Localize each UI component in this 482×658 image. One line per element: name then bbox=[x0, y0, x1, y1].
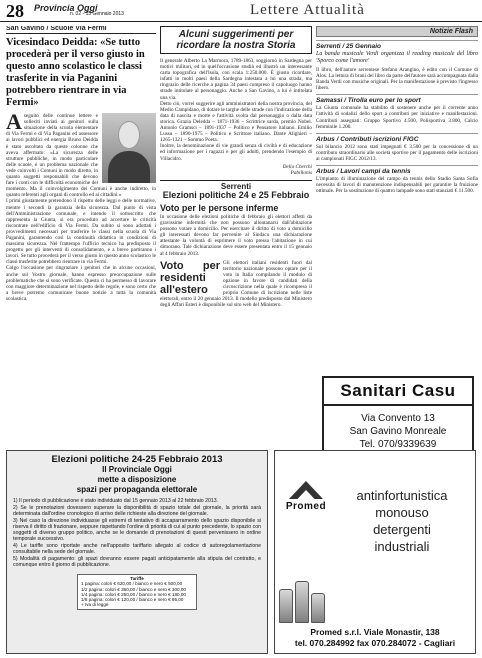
voto-estero-title: Voto per residenti all'estero bbox=[160, 259, 220, 296]
box-town: Serrenti bbox=[220, 181, 252, 191]
promed-address: Promed s.r.l. Viale Monastir, 138 bbox=[310, 627, 440, 637]
flash-heading: Arbus / Lavori campi da tennis bbox=[316, 165, 478, 175]
product-line: industriali bbox=[374, 539, 430, 554]
flash-body: Sul bilancio 2012 sono stati impegnati € 3.500 per la concessione di un contributo straordinario alle società sportive per il pagamento delle iscrizioni ai campionati FIGC 2012/13. bbox=[316, 143, 478, 162]
product-line: detergenti bbox=[373, 522, 431, 537]
voto-inferme-title: Voto per le persone inferme bbox=[160, 202, 279, 213]
flash-body: La Giunta comunale ha stabilito di sostenere anche per il corrente anno l'attività di sodalizi dello sport a contributi per iniziative e manifestazioni. Contributi assegnati: Gruppo Sportivo 4.500, Polisportiva 3.800, Calcio femminile 1.200. bbox=[316, 105, 478, 130]
bottle-icon bbox=[311, 593, 325, 623]
tariffe-row: 1/4 pagina: colori € 250,00 / bianco e nero € 180,00 bbox=[81, 591, 186, 597]
bottle-icon bbox=[279, 589, 293, 623]
signature-name: Delio Cherchi bbox=[282, 163, 312, 170]
election-subtitle: spazi per propaganda elettorale bbox=[76, 485, 198, 494]
article-text: seguito delle continue lettere e solleciti inviati ai genitori sulla situazione della scuola elementare di Via Fermi e di Via Paganini ed assessore ai lavori pubblici ed energia Bruno Deidda è stato ascoltato da queste colonne che aveva affermato: «La sicurezza delle strutture pubbliche, in modo particolare delle scuole, è un problema nazionale che vede coinvolti i Comuni in modo diretto, in quanto soggetti responsabili che devono fare i conti con le difficoltà economiche del momento. Ma il coinvolgimento dei Comuni è anche indiretto, in quanto referenti agli organi di controllo ed ai cittadini.» bbox=[6, 113, 156, 199]
voto-estero bbox=[160, 260, 312, 309]
flash-body: Il libro, dell'autore serrentese Stefano Arangino, è edito con il Comune di Alos. La lettura di brani del libro da parte dell'autore sarà accompagnata dalla Banda Verdi con musiche originali. Per la manifestazione è previsto l'ingresso libero. bbox=[316, 67, 478, 92]
promed-logo bbox=[281, 481, 331, 521]
rule-item: 2) Se le prenotazioni dovessero superare la disponibilità di spazio totale del giornale, la priorità sarà determinata dall'ordine cronologico di arrivo delle richieste alla direzione del giornale. bbox=[13, 505, 261, 517]
tariffe-row: 1/8 pagina: colori € 120,00 / bianco e nero € 95,00 bbox=[81, 597, 184, 603]
dropcap: A bbox=[6, 109, 22, 135]
bottles-image bbox=[275, 577, 335, 623]
tariffe-table bbox=[77, 574, 197, 610]
section-title: Lettere Attualità bbox=[250, 2, 365, 18]
portrait-body bbox=[108, 151, 150, 183]
flash-subheading: La banda musicale Verdi organizza il reading musicale del libro 'Sporco come l'amore' bbox=[316, 51, 478, 64]
letter-title: Alcuni suggerimenti per ricordare la nostra Storia bbox=[160, 26, 312, 54]
promed-ad bbox=[274, 450, 476, 654]
masthead: Provincia Oggi bbox=[34, 3, 98, 13]
rule-item: 4) Le tariffe sono riportate anche nell'apposito tariffario allegato al codice di autoregolamentazione consultabile nella sede del giornale. bbox=[13, 543, 261, 555]
letter-signature bbox=[160, 164, 312, 176]
portrait-photo bbox=[102, 113, 156, 183]
article-left-column bbox=[6, 26, 156, 446]
tariffe-title: Tariffe bbox=[130, 576, 144, 581]
flash-body: L'impianto di illuminazione del campo da tennis dello Stadio Santa Sofia necessita di lavori di manutenzione indispensabili per garantire la fruizione ottimale. Per la sostituzione di quattro lampade sono stati stanziati € 11.500. bbox=[316, 176, 478, 195]
issue-date: n. 02 - 15 Gennaio 2013 bbox=[70, 11, 124, 17]
signature-place: Pabillonis bbox=[290, 169, 312, 176]
tariffe-row: + Iva di legge bbox=[81, 602, 109, 608]
election-subtitle: mette a disposizione bbox=[97, 475, 177, 484]
election-ads-box bbox=[6, 450, 268, 654]
article-headline: Vicesindaco Deidda: «Se tutto procederà per il verso giusto in questo anno scolastico le classi trasferite in via Paganini potrebbero rientrare in via Fermi» bbox=[6, 37, 145, 109]
letter-paragraph: Inoltre, la denominazione di vie grandi senza di civiltà e di educazione ed informazione per i ragazzi e per gli adulti, prendendo l'esempio di Villacidro. bbox=[160, 143, 312, 162]
flash-heading: Arbus / Contributi iscrizioni FIGC bbox=[316, 133, 478, 143]
letter-paragraph: Il generale Alberto La Marmora, 1789-1863, soggiornò in Sardegna per motivi militari, ed in quell'occasione studiò ed illustrò un interessante carta topografica dell'Isola, con scala 1:250.000. È giusto ricordare, infatti in molti paesi della Sardegna intestata a lui una strada, ma ringrazio delle ricerche a pagina 34 paesi compreso il capoluogo hanno strade intitolate al personaggio. Anche a San Gavino, a lui è intitolata una via. bbox=[160, 58, 312, 101]
letter-paragraph: Detto ciò, vorrei suggerire agli amministratori della nostra provincia, del Medio Campidano, di dotare le targhe delle strade con l'indicazione della data di nascita e morte e l'attività svolta dal personaggio o dalla data storica. Grazia Deledda – 1871-1936 – Scrittrice sarda, premio Nobel. Antonio Gramsci – 1891-1937 – Politico e Pensatore italiano. Emilio Lussu – 1890-1975 – Politico e Scrittore italiano. Dante Alighieri – 1265-1321 – Sommo Poeta. bbox=[160, 100, 312, 144]
voto-inferme-body: In occasione delle elezioni politiche di febbraio gli elettori affetti da gravissime infermità che non possono allontanarsi dall'abitazione possono votare a domicilio. Per esercitare il diritto di voto a domicilio gli interessati devono far pervenire al Sindaco una dichiarazione attestante la volontà di esprimere il voto presso l'abitazione in cui dimorano. Tale dichiarazione deve essere presentata entro il 15 gennaio al 4 febbraio 2013. bbox=[160, 213, 312, 257]
ad-phone: Tel. 070/9339639 bbox=[359, 439, 437, 450]
voto-estero-body: Gli elettori italiani residenti fuori dal territorio nazionale possono optare per il voto in Italia compilando il modulo di opzione in favore di candidati della circoscrizione nella quale è ricompreso il proprio Comune di iscrizione nelle liste elettorali, entro il 20 gennaio 2013. Il modello predisposto dal Ministero degli Affari Esteri è disponibile sul sito web del Ministero. bbox=[160, 259, 312, 309]
promed-phones: tel. 070.284992 fax 070.284072 - Cagliari bbox=[294, 638, 456, 648]
election-box-header bbox=[160, 180, 312, 201]
election-title: Elezioni politiche 24-25 Febbraio 2013 bbox=[51, 454, 223, 465]
promed-logo-text: Promed bbox=[285, 501, 327, 512]
tariffe-row: 1/2 pagina: colori € 360,00 / bianco e nero € 300,00 bbox=[81, 586, 186, 592]
ad-address: Via Convento 13 bbox=[361, 413, 435, 424]
tariffe-row: 1 pagina: colori € 620,00 / bianco e nero € 500,00 bbox=[81, 581, 183, 587]
promed-contacts bbox=[275, 627, 475, 649]
election-rules-list bbox=[7, 495, 267, 572]
notizie-flash-bar: Notizie Flash bbox=[316, 26, 478, 37]
ad-city: San Gavino Monreale bbox=[349, 426, 447, 437]
box-title: Elezioni politiche 24 e 25 Febbraio bbox=[162, 189, 310, 200]
page-header bbox=[0, 0, 482, 22]
article-middle-column bbox=[160, 26, 312, 446]
rule-item: 1) Il periodo di pubblicazione è stato individuato dal 15 gennaio 2013 al 22 febbraio 2013. bbox=[13, 498, 219, 504]
product-line: antinfortunistica bbox=[356, 488, 448, 503]
flash-heading: Serrenti / 25 Gennaio bbox=[316, 40, 478, 50]
article-paragraph: Colgo l'occasione per ringraziare i genitori che in alcune occasioni, anche sul Vostro giornale, hanno espresso preoccupazione sulle problematiche che si sono verificate. Questo ci ha permesso di lavorare con maggiore determinazione nel rispetto delle regole, e sono certo che a breve potremo comunicare buone notizie a tutta la comunità scolastica. bbox=[6, 265, 156, 302]
rule-item: 5) Modalità di pagamento: gli spazi dovranno essere pagati anticipatamente alla stipula del contratto, e comunque entro il giorno di pubblicazione. bbox=[13, 556, 261, 568]
election-subtitle: Il Provinciale Oggi bbox=[102, 465, 172, 474]
article-kicker: San Gavino / Scuole Via Fermi bbox=[6, 26, 156, 34]
promed-logo-icon bbox=[289, 481, 323, 499]
news-flash-column bbox=[316, 26, 478, 376]
page-number: 28 bbox=[6, 1, 24, 21]
article-paragraph: I primi giustamente pretendono il rispetto delle leggi e delle normative, mentre i secondi la garanzia della sicurezza. Dal punto di vista dell'Amministrazione comunale, e intendo il sottoscritto che rappresenta la Giunta, si era proceduto ad accertare le criticità riscontrate nell'edificio di Via Fermi. Da subito si sono adottati i provvedimenti necessari per trasferire le classi nella scuola di Via Paganini, garantendo così la continuità didattica in condizioni di massima sicurezza. Nel frattempo l'ufficio tecnico ha predisposto il progetto per gli interventi di consolidamento, e a breve partiranno i lavori. Se tutto procederà per il verso giusto in questo anno scolastico le classi trasferite potrebbero rientrare in via Fermi. bbox=[6, 198, 156, 266]
promed-product-list bbox=[327, 487, 476, 555]
portrait-head bbox=[118, 121, 140, 149]
flash-heading: Samassi / Tirolla euro per lo sport bbox=[316, 94, 478, 104]
rule-item: 3) Nel caso la direzione individuasse gli estremi di tentativo di accaparramento dello spazio disponibile si riserva il diritto di frazionare, seppure rispettando l'ordine di priorità di cui al punto precedente, lo spazio con soggetti di diverso gruppo politico, anche se le domande di prenotazioni di questi pervenissero in ordine temporale successivo. bbox=[13, 518, 261, 542]
product-line: monouso bbox=[375, 505, 429, 520]
ad-business-name: Sanitari Casu bbox=[324, 378, 472, 406]
bottle-icon bbox=[295, 581, 309, 623]
